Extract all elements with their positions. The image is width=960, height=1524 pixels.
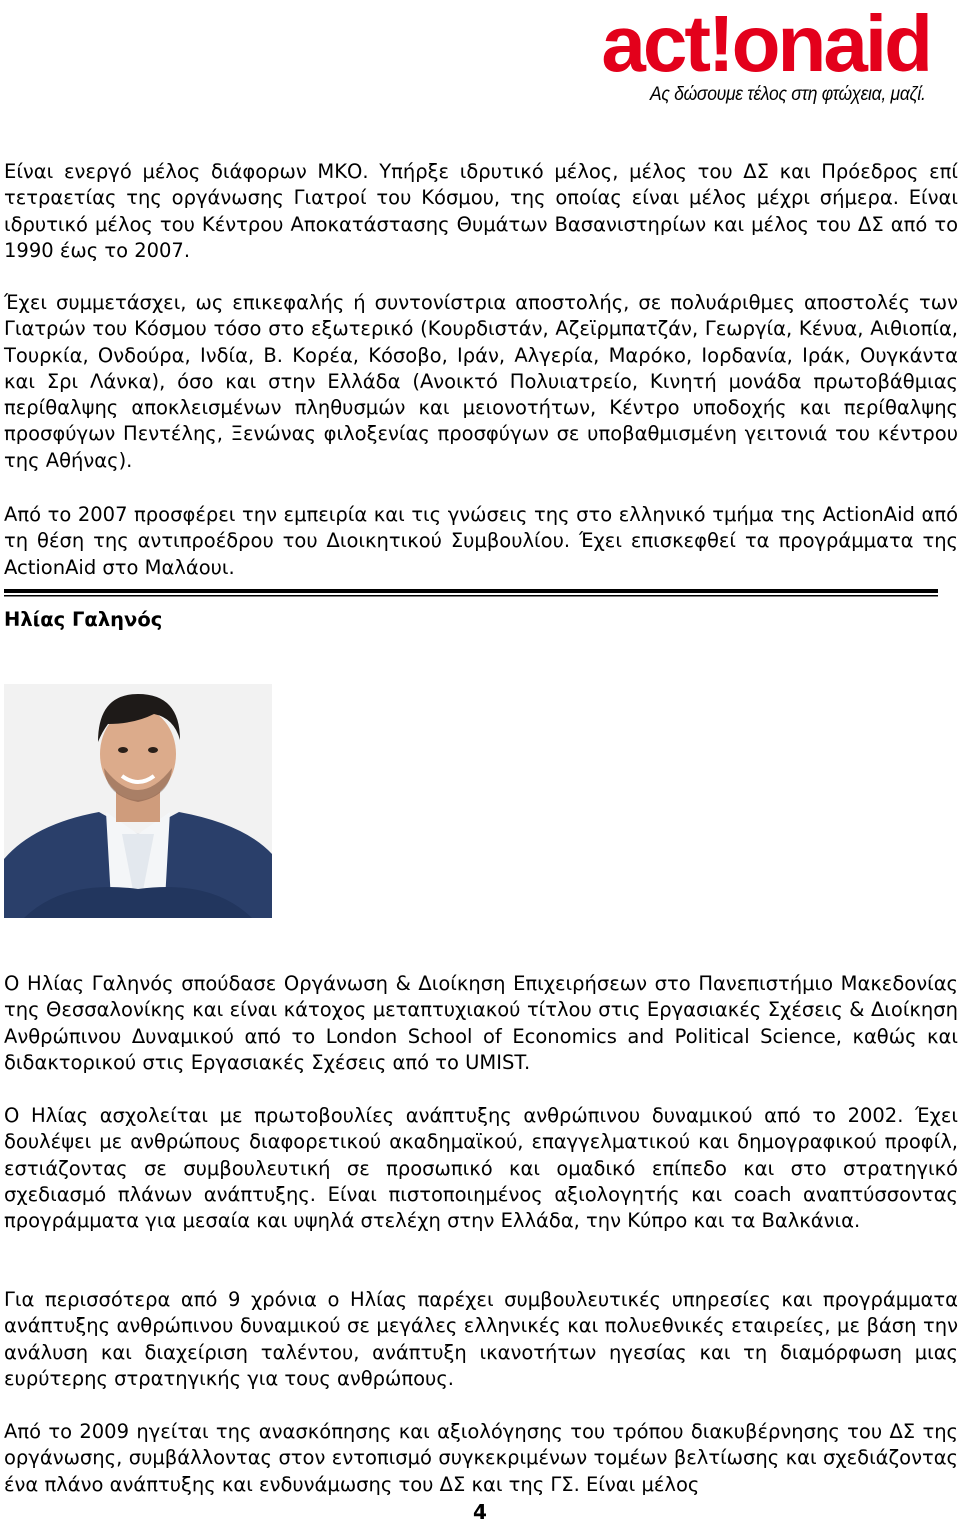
- portrait-photo: [4, 684, 272, 918]
- page-number: 4: [473, 1500, 487, 1524]
- logo-wordmark: [601, 0, 930, 88]
- paragraph-governance: Από το 2009 ηγείται της ανασκόπησης και αξιολόγησης του τρόπου διακυβέρνησης του ΔΣ της οργάνωσης, συμβάλλοντας στον εντοπισμό συγκεκριμένων τομέων βελτίωσης και σχεδιάζοντας ένα πλάνο ανάπτυξης και ενδυνάμωσης του ΔΣ και της ΓΣ. Είναι μέλος: [4, 1420, 958, 1496]
- logo-tagline: Ας δώσουμε τέλος στη φτώχεια, μαζί.: [650, 84, 926, 105]
- paragraph-education: Ο Ηλίας Γαληνός σπούδασε Οργάνωση & Διοίκηση Επιχειρήσεων στο Πανεπιστήμιο Μακεδονίας της Θεσσαλονίκης και είναι κάτοχος μεταπτυχιακού τίτλου στις Εργασιακές Σχέσεις & Διοίκηση Ανθρώπινου Δυναμικού από το London School of Economics and Political Science, καθώς και διδακτορικού στις Εργασιακές Σχέσεις από το UMIST.: [4, 972, 958, 1074]
- paragraph-experience: Ο Ηλίας ασχολείται με πρωτοβουλίες ανάπτυξης ανθρώπινου δυναμικού από το 2002. Έχει δουλέψει με ανθρώπους διαφορετικού ακαδημαϊκού, επαγγελματικού και δημογραφικού προφίλ, εστιάζοντας σε συμβουλευτική σε προσωπικό και ομαδικό επίπεδο και στο στρατηγικό σχεδιασμό πλάνων ανάπτυξης. Είναι πιστοποιημένος αξιολογητής και coach αναπτύσσοντας προγράμματα για μεσαία και υψηλά στελέχη στην Ελλάδα, την Κύπρο και τα Βαλκάνια.: [4, 1104, 958, 1233]
- section-divider: [4, 589, 938, 597]
- person-name-heading: Ηλίας Γαληνός: [4, 608, 163, 631]
- actionaid-logo: [490, 0, 930, 108]
- logo-word-text: act!onaid: [601, 0, 930, 88]
- paragraph-missions: Έχει συμμετάσχει, ως επικεφαλής ή συντονίστρια αποστολής, σε πολυάριθμες αποστολές των Γιατρών του Κόσμου τόσο στο εξωτερικό (Κουρδιστάν, Αζεϊρμπατζάν, Γεωργία, Κένυα, Αιθιοπία, Τουρκία, Ονδούρα, Ινδία, Β. Κορέα, Κόσοβο, Ιράν, Αλγερία, Μαρόκο, Ιορδανία, Ιράκ, Ουγκάντα και Σρι Λάνκα), όσο και στην Ελλάδα (Ανοικτό Πολυιατρείο, Κινητή μονάδα πρωτοβάθμιας περίθαλψης αποκλεισμένων πληθυσμών και μειονοτήτων, Κέντρο υποδοχής και περίθαλψης προσφύγων Πεντέλης, Ξενώνας φιλοξενίας προσφύγων σε υποβαθμισμένη γειτονιά του κέντρου της Αθήνας).: [4, 291, 958, 472]
- paragraph-consulting: Για περισσότερα από 9 χρόνια ο Ηλίας παρέχει συμβουλευτικές υπηρεσίες και προγράμματα ανάπτυξης ανθρώπινου δυναμικού σε μεγάλες ελληνικές και πολυεθνικές εταιρείες, με βάση την ανάλυση και διαχείριση ταλέντου, ανάπτυξη ικανοτήτων ηγεσίας και τη διαμόρφωση μιας ευρύτερης στρατηγικής για τους ανθρώπους.: [4, 1288, 958, 1390]
- paragraph-actionaid-role: Από το 2007 προσφέρει την εμπειρία και τις γνώσεις της στο ελληνικό τμήμα της ActionAid από τη θέση της αντιπροέδρου του Διοικητικού Συμβουλίου. Έχει επισκεφθεί τα προγράμματα της ActionAid στο Μαλάουι.: [4, 503, 958, 579]
- paragraph-ngo-membership: Είναι ενεργό μέλος διάφορων ΜΚΟ. Υπήρξε ιδρυτικό μέλος, μέλος του ΔΣ και Πρόεδρος επί τετραετίας της οργάνωσης Γιατροί του Κόσμου, της οποίας είναι μέλος μέχρι σήμερα. Είναι ιδρυτικό μέλος του Κέντρου Αποκατάστασης Θυμάτων Βασανιστηρίων και μέλος του ΔΣ από το 1990 έως το 2007.: [4, 160, 958, 262]
